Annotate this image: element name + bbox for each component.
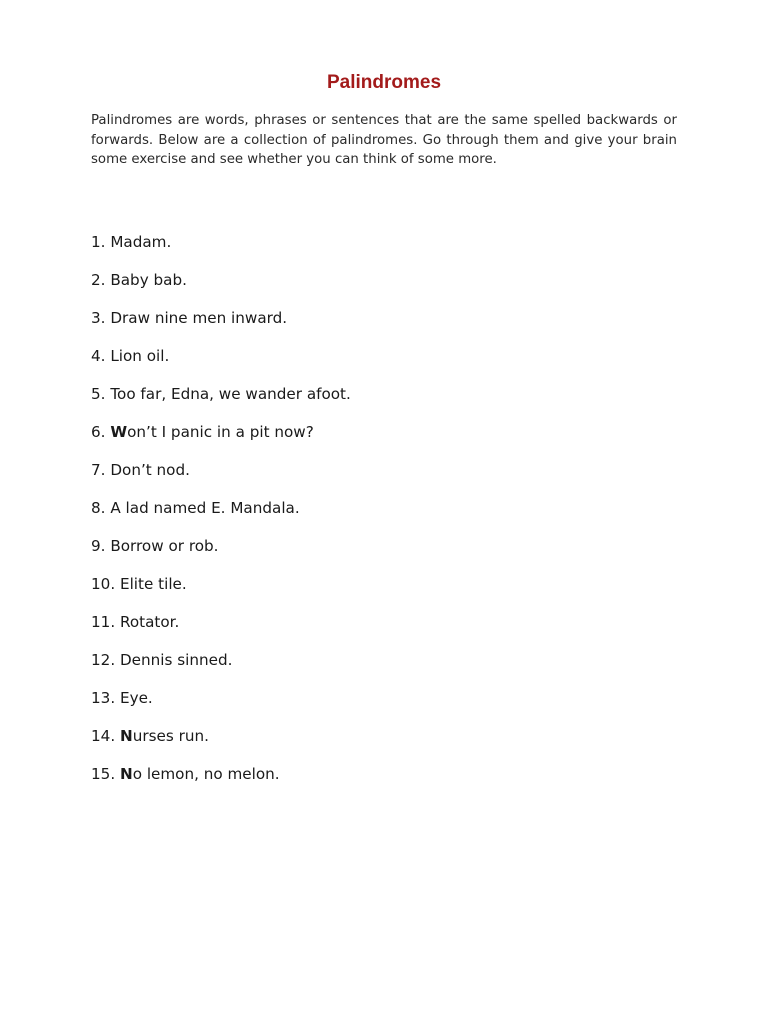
- item-text: Elite tile.: [119, 575, 187, 593]
- list-item: [91, 573, 691, 611]
- item-text: on’t I panic in a pit now?: [127, 423, 314, 441]
- list-item: [91, 497, 691, 535]
- item-text: Lion oil.: [110, 347, 170, 365]
- item-number: 10.: [91, 575, 116, 593]
- item-text: urses run.: [132, 727, 209, 745]
- item-text: Borrow or rob.: [110, 537, 219, 555]
- list-item: [91, 269, 691, 307]
- item-text: A lad named E. Mandala.: [110, 499, 300, 517]
- list-item: [91, 611, 691, 649]
- item-text: Draw nine men inward.: [110, 309, 288, 327]
- list-item: [91, 383, 691, 421]
- item-number: 14.: [91, 727, 116, 745]
- list-item: [91, 725, 691, 763]
- palindrome-list: [91, 231, 691, 801]
- list-item: [91, 307, 691, 345]
- item-text: Eye.: [119, 689, 153, 707]
- list-item: [91, 763, 691, 801]
- item-number: 13.: [91, 689, 116, 707]
- item-number: 1.: [91, 233, 106, 251]
- list-item: [91, 421, 691, 459]
- item-text: Rotator.: [119, 613, 180, 631]
- item-first-letter: W: [110, 423, 128, 441]
- item-first-letter: N: [119, 765, 133, 783]
- item-number: 7.: [91, 461, 106, 479]
- item-number: 6.: [91, 423, 106, 441]
- list-item: [91, 535, 691, 573]
- item-text: Baby bab.: [110, 271, 187, 289]
- list-item: [91, 649, 691, 687]
- item-text: Don’t nod.: [110, 461, 190, 479]
- page-title: Palindromes: [326, 72, 442, 93]
- list-item: [91, 687, 691, 725]
- item-text: o lemon, no melon.: [132, 765, 280, 783]
- item-text: Dennis sinned.: [119, 651, 233, 669]
- item-number: 9.: [91, 537, 106, 555]
- item-number: 15.: [91, 765, 116, 783]
- list-item: [91, 231, 691, 269]
- intro-paragraph: Palindromes are words, phrases or sentences that are the same spelled backwards or forwards. Below are a collection of palindromes. Go through them and give your brain some exercise and see whether you can think of some more.: [91, 113, 677, 168]
- item-number: 4.: [91, 347, 106, 365]
- item-number: 11.: [91, 613, 116, 631]
- item-text: Madam.: [110, 233, 172, 251]
- item-number: 5.: [91, 385, 106, 403]
- item-number: 12.: [91, 651, 116, 669]
- item-number: 2.: [91, 271, 106, 289]
- list-item: [91, 459, 691, 497]
- item-number: 8.: [91, 499, 106, 517]
- list-item: [91, 345, 691, 383]
- item-first-letter: N: [119, 727, 133, 745]
- item-number: 3.: [91, 309, 106, 327]
- item-text: Too far, Edna, we wander afoot.: [110, 385, 351, 403]
